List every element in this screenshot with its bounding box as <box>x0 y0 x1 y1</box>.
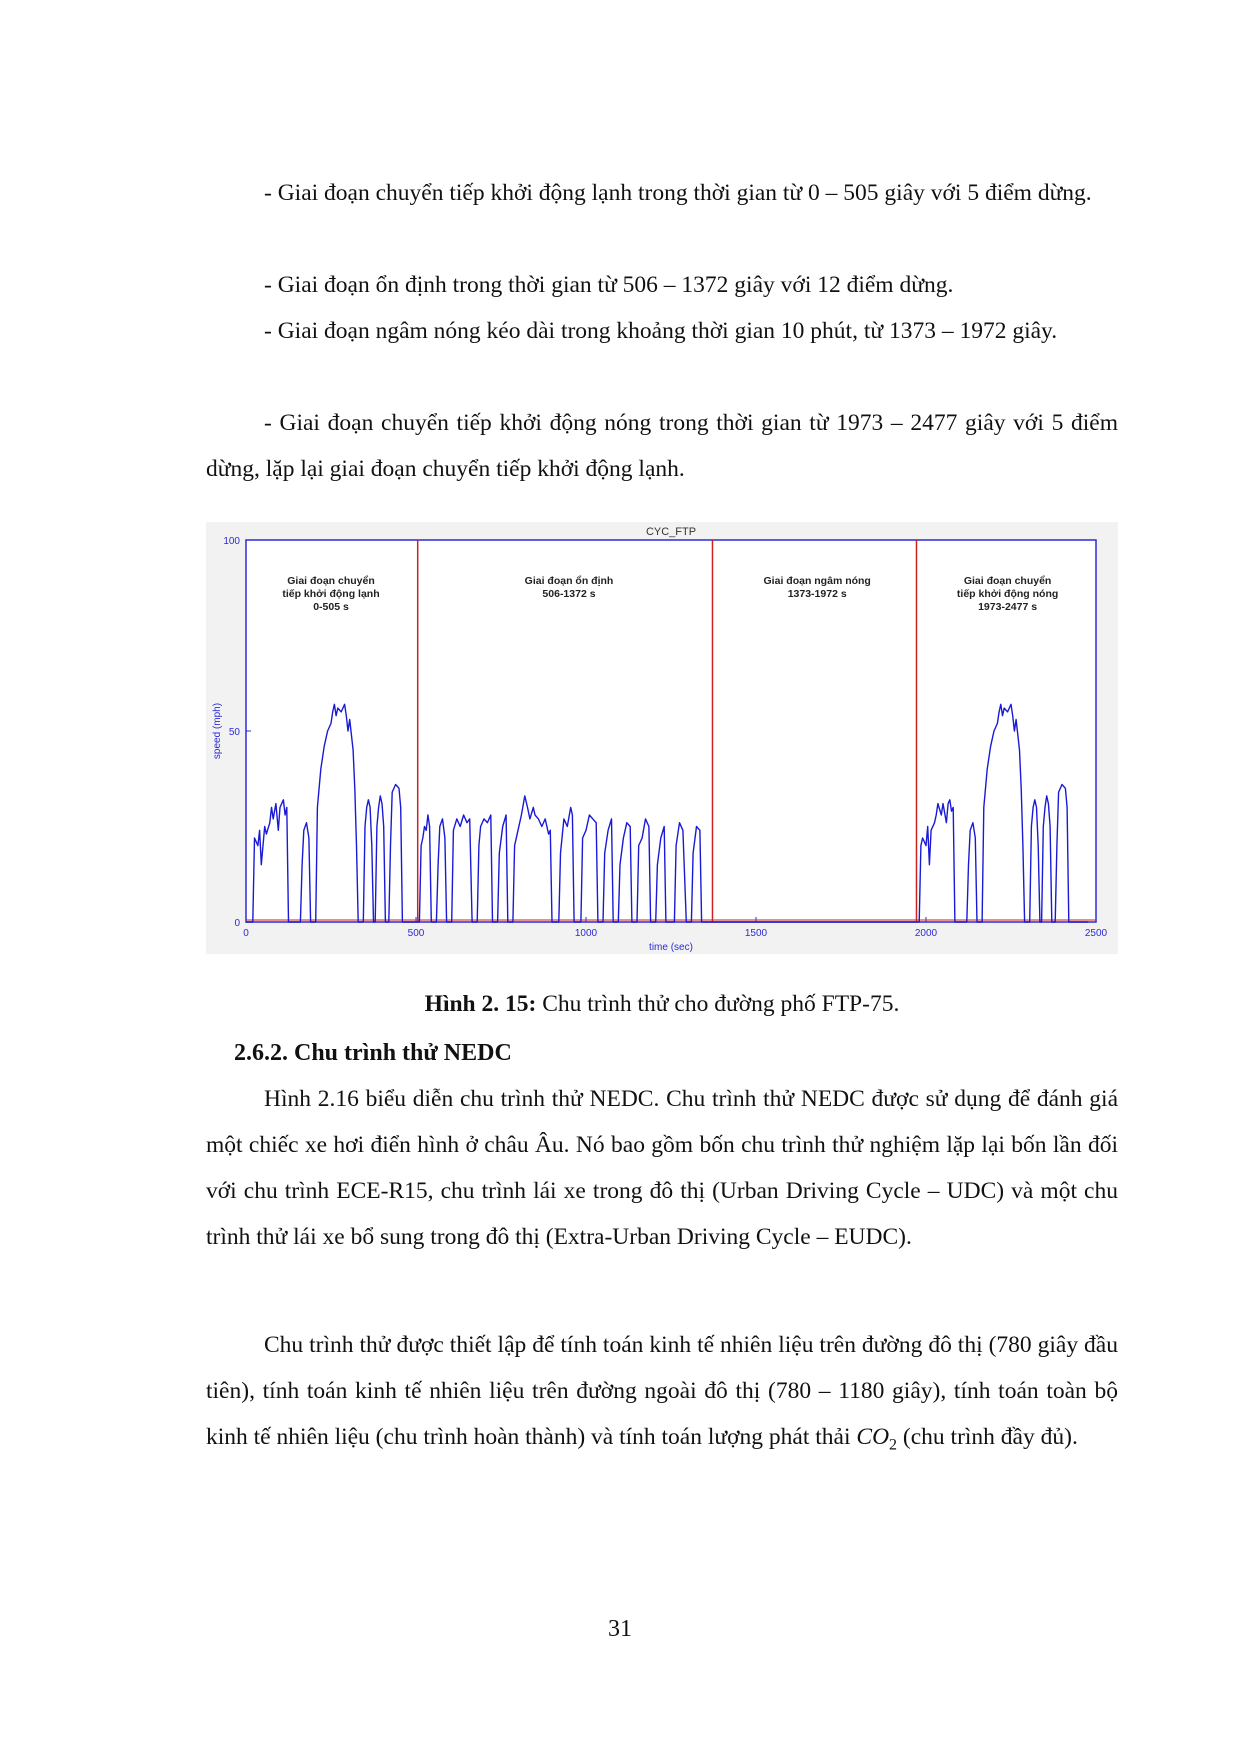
phase-label: tiếp khởi động lạnh <box>282 588 380 600</box>
co2-subscript: 2 <box>889 1436 898 1454</box>
paragraph-nedc-purpose <box>206 1322 1118 1469</box>
phase-label: Giai đoạn ngâm nóng <box>763 575 871 587</box>
phase-label: Giai đoạn ổn định <box>524 575 614 587</box>
caption-text: Chu trình thử cho đường phố FTP-75. <box>536 991 900 1017</box>
chart-svg <box>206 522 1118 954</box>
co2-formula <box>856 1424 898 1454</box>
x-tick-label: 2500 <box>1084 928 1108 939</box>
x-tick-label: 2000 <box>914 928 938 939</box>
nedc-purpose-text: Chu trình thử được thiết lập để tính toán kinh tế nhiên liệu trên đường đô thị (780 giây đầu tiên), tính toán kinh tế nhiên liệu trên đường ngoài đô thị (780 – 1180 giây), tính toán toàn bộ kinh tế nhiên liệu (chu trình hoàn thành) và tính toán lượng phát thải <box>206 1332 1118 1450</box>
page-number: 31 <box>608 1616 632 1642</box>
paragraph-cold-start: - Giai đoạn chuyển tiếp khởi động lạnh trong thời gian từ 0 – 505 giây với 5 điểm dừng. <box>264 180 1092 206</box>
x-tick-label: 1000 <box>574 928 598 939</box>
co2-base: CO <box>856 1424 890 1450</box>
x-tick-label: 1500 <box>744 928 768 939</box>
ftp75-chart <box>206 522 1118 954</box>
paragraph-hot-soak: - Giai đoạn ngâm nóng kéo dài trong khoảng thời gian 10 phút, từ 1373 – 1972 giây. <box>264 318 1058 344</box>
paragraph-stabilized: - Giai đoạn ổn định trong thời gian từ 506 – 1372 giây với 12 điểm dừng. <box>264 272 954 298</box>
paragraph-nedc-intro: Hình 2.16 biểu diễn chu trình thử NEDC. Chu trình thử NEDC được sử dụng để đánh giá một chiếc xe hơi điển hình ở châu Âu. Nó bao gồm bốn chu trình thử nghiệm lặp lại bốn lần đối với chu trình ECE-R15, chu trình lái xe trong đô thị (Urban Driving Cycle – UDC) và một chu trình thử lái xe bổ sung trong đô thị (Extra-Urban Driving Cycle – EUDC). <box>206 1086 1118 1250</box>
x-tick-label: 0 <box>243 928 249 939</box>
phase-label: tiếp khởi động nóng <box>956 588 1059 600</box>
phase-label: Giai đoạn chuyển <box>287 575 375 587</box>
phase-label: 506-1372 s <box>542 588 596 600</box>
y-tick-label: 0 <box>234 918 240 929</box>
caption-label: Hình 2. 15: <box>424 991 537 1017</box>
chart-title: CYC_FTP <box>645 526 697 538</box>
phase-label: 0-505 s <box>313 601 349 613</box>
x-axis-label: time (sec) <box>649 942 693 953</box>
section-heading: 2.6.2. Chu trình thử NEDC <box>234 1040 512 1066</box>
x-tick-label: 500 <box>407 928 425 939</box>
phase-label: 1373-1972 s <box>787 588 847 600</box>
y-tick-label: 100 <box>223 536 240 547</box>
paragraph-hot-start: - Giai đoạn chuyển tiếp khởi động nóng trong thời gian từ 1973 – 2477 giây với 5 điểm dừng, lặp lại giai đoạn chuyển tiếp khởi động lạnh. <box>206 410 1118 482</box>
figure-caption <box>206 988 1118 1020</box>
y-tick-label: 50 <box>228 727 240 738</box>
nedc-purpose-tail: (chu trình đầy đủ). <box>897 1424 1078 1450</box>
phase-label: 1973-2477 s <box>978 601 1038 613</box>
phase-label: Giai đoạn chuyển <box>963 575 1052 587</box>
y-axis-label: speed (mph) <box>212 702 223 760</box>
